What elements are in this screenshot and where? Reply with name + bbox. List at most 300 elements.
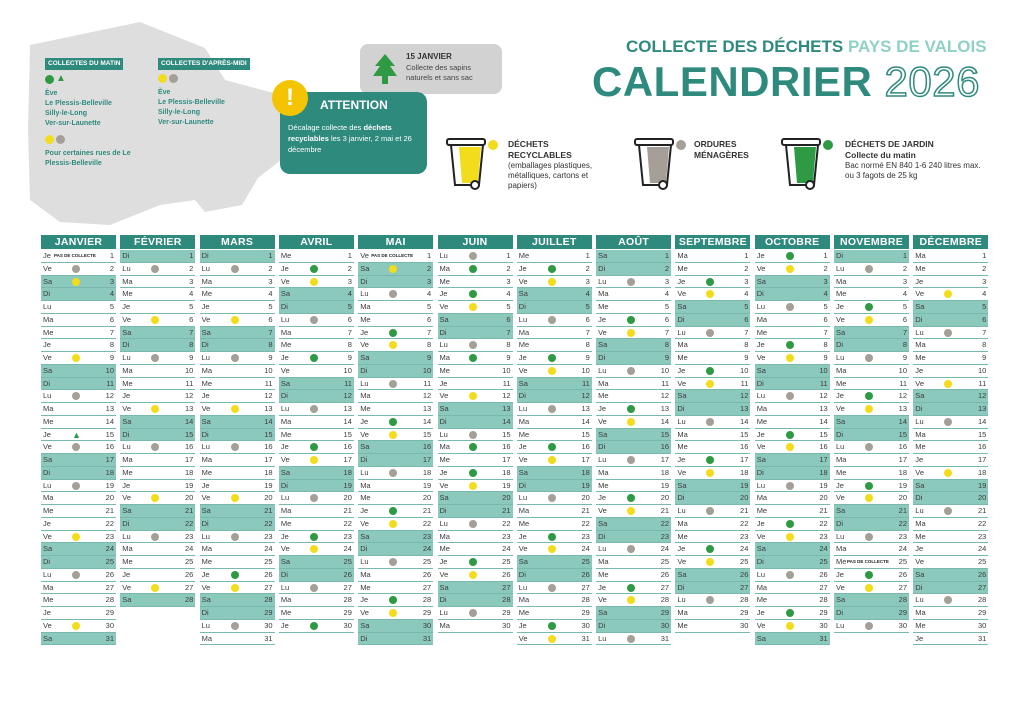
day-cell [358, 492, 433, 505]
day-cell [438, 339, 513, 352]
day-number: 8 [427, 340, 432, 350]
day-cell [438, 301, 513, 314]
day-number: 13 [184, 404, 194, 413]
grey-dot-icon [310, 405, 318, 413]
weekday-label: Lu [360, 557, 369, 566]
day-cell [913, 288, 988, 301]
green-dot-icon [548, 443, 556, 451]
day-number: 22 [819, 518, 828, 528]
day-number: 18 [343, 467, 352, 477]
weekday-label: Ve [360, 608, 369, 617]
town: Ève [158, 89, 171, 97]
weekday-label: Je [439, 467, 448, 477]
grey-dot-icon [548, 316, 556, 324]
day-number: 29 [343, 608, 352, 617]
day-cell [596, 441, 671, 454]
weekday-label: Di [756, 378, 764, 388]
weekday-label: Ve [439, 391, 449, 401]
day-number: 4 [902, 289, 907, 299]
green-dot-icon [310, 443, 318, 451]
weekday-label: Sa [439, 493, 449, 503]
weekday-label: Sa [439, 404, 449, 413]
weekday-label: Lu [915, 506, 924, 515]
attention-text-post: les 3 janvier, 2 mai et 26 décembre [288, 134, 412, 154]
weekday-label: Je [677, 455, 686, 464]
day-number: 29 [502, 608, 511, 617]
yellow-dot-icon [158, 74, 167, 83]
weekday-label: Ma [518, 327, 530, 337]
day-number: 18 [422, 467, 432, 477]
legend-afternoon-label: COLLECTES D'APRÈS-MIDI [158, 58, 250, 70]
day-number: 23 [502, 531, 511, 541]
day-cell [675, 378, 750, 391]
day-number: 7 [347, 327, 352, 337]
grey-dot-icon [865, 354, 873, 362]
day-cell [438, 556, 513, 569]
weekday-label: Sa [201, 327, 211, 337]
town: Silly-le-Long [45, 110, 87, 117]
day-cell [279, 441, 354, 454]
weekday-label: Di [518, 480, 526, 490]
weekday-label: Di [201, 608, 209, 617]
weekday-label: Di [836, 608, 844, 617]
weekday-label: Lu [677, 595, 686, 605]
day-number: 23 [105, 531, 114, 541]
day-number: 9 [189, 353, 194, 362]
day-number: 17 [422, 455, 432, 464]
weekday-label: Di [360, 365, 368, 375]
grey-dot-icon [469, 609, 477, 617]
day-number: 27 [502, 582, 511, 592]
weekday-label: Ve [122, 582, 132, 592]
weekday-label: Ma [915, 608, 926, 617]
day-cell [675, 429, 750, 442]
day-number: 1 [109, 251, 114, 260]
day-number: 5 [347, 302, 352, 311]
day-number: 10 [819, 365, 828, 375]
day-number: 19 [660, 480, 670, 490]
day-cell [120, 263, 195, 276]
bin-recyclables-title: DÉCHETS RECYCLABLES [508, 139, 572, 160]
day-number: 12 [105, 391, 114, 401]
weekday-label: Lu [439, 429, 448, 439]
day-number: 5 [109, 302, 114, 311]
day-cell [834, 505, 909, 518]
month-column [200, 235, 275, 643]
day-cell [279, 607, 354, 620]
weekday-label: Me [836, 467, 847, 477]
weekday-label: Je [201, 302, 210, 311]
grey-dot-icon [169, 74, 178, 83]
day-number: 2 [506, 263, 511, 273]
weekday-label: Di [518, 569, 526, 579]
day-cell [438, 429, 513, 442]
weekday-label: Ma [43, 493, 54, 503]
day-cell [913, 620, 988, 633]
weekday-label: Me [360, 493, 371, 503]
weekday-label: Je [122, 569, 131, 579]
day-cell [834, 607, 909, 620]
weekday-label: Je [360, 595, 369, 605]
weekday-label: Je [43, 429, 51, 439]
day-cell [755, 467, 830, 480]
bin-recyclables-label [508, 139, 598, 191]
green-dot-icon [548, 533, 556, 541]
day-cell [596, 352, 671, 365]
grey-dot-icon [706, 507, 714, 515]
day-cell [438, 378, 513, 391]
bin-jardin-subtitle: Collecte du matin [845, 150, 916, 160]
green-dot-icon [45, 75, 54, 84]
day-cell [913, 378, 988, 391]
bin-jardin-title: DÉCHETS DE JARDIN [845, 139, 934, 149]
weekday-label: Lu [201, 442, 210, 452]
grey-dot-icon [389, 469, 397, 477]
green-dot-icon [786, 431, 794, 439]
weekday-label: Ma [677, 608, 688, 617]
day-number: 16 [819, 442, 828, 452]
weekday-label: Ve [518, 544, 528, 554]
day-number: 13 [264, 404, 273, 413]
month-header: MAI [358, 235, 433, 249]
weekday-label: Sa [915, 569, 925, 579]
weekday-label: Ma [201, 455, 213, 464]
day-number: 28 [977, 595, 987, 605]
day-number: 9 [109, 353, 114, 362]
day-number: 17 [105, 455, 114, 464]
day-cell [120, 492, 195, 505]
weekday-label: Sa [201, 416, 211, 426]
month-header: FÉVRIER [120, 235, 195, 249]
weekday-label: Je [201, 569, 210, 579]
day-number: 10 [581, 365, 590, 375]
weekday-label: Ma [915, 251, 926, 260]
weekday-label: Di [201, 340, 209, 350]
grey-dot-icon [548, 405, 556, 413]
day-cell [200, 556, 275, 569]
day-number: 27 [898, 582, 907, 592]
day-number: 3 [744, 276, 749, 286]
morning-note: Pour certaines rues de Le Plessis-Belleville [45, 150, 131, 168]
day-number: 29 [422, 608, 432, 617]
day-cell [596, 556, 671, 569]
day-number: 28 [502, 595, 511, 605]
day-cell [438, 352, 513, 365]
green-dot-icon [706, 367, 714, 375]
day-cell [279, 314, 354, 327]
day-number: 12 [819, 391, 828, 401]
weekday-label: Me [122, 378, 133, 388]
weekday-label: Sa [360, 620, 370, 630]
grey-dot-icon [706, 596, 714, 604]
day-number: 29 [105, 608, 114, 617]
weekday-label: Me [518, 608, 530, 617]
grey-dot-icon [944, 596, 952, 604]
green-dot-icon [627, 584, 635, 592]
weekday-label: Sa [518, 378, 528, 388]
day-number: 13 [898, 404, 907, 413]
green-dot-icon [469, 265, 477, 273]
green-dot-icon [469, 558, 477, 566]
weekday-label: Lu [518, 404, 528, 413]
day-cell [517, 339, 592, 352]
weekday-label: Me [756, 595, 768, 605]
day-cell [755, 390, 830, 403]
day-number: 1 [347, 251, 352, 260]
day-number: 10 [660, 365, 670, 375]
day-cell [517, 569, 592, 582]
day-cell [596, 594, 671, 607]
weekday-label: Je [43, 340, 51, 350]
day-cell [200, 378, 275, 391]
day-number: 20 [502, 493, 511, 503]
green-dot-icon [389, 329, 397, 337]
green-dot-icon [786, 609, 794, 617]
day-cell [200, 492, 275, 505]
day-cell [913, 594, 988, 607]
day-cell [755, 339, 830, 352]
day-cell [517, 441, 592, 454]
day-number: 19 [422, 480, 432, 490]
day-number: 12 [977, 391, 987, 401]
day-number: 28 [898, 595, 907, 605]
weekday-label: Di [677, 582, 685, 592]
day-number: 21 [819, 506, 828, 515]
day-cell [755, 480, 830, 493]
day-cell [41, 480, 116, 493]
weekday-label: Ma [439, 442, 450, 452]
day-cell [279, 582, 354, 595]
day-number: 25 [343, 557, 352, 566]
day-number: 12 [660, 391, 670, 401]
day-number: 22 [977, 518, 987, 528]
yellow-bin-icon [445, 135, 500, 191]
weekday-label: Je [518, 353, 527, 362]
day-number: 23 [343, 531, 352, 541]
day-number: 20 [660, 493, 670, 503]
day-number: 5 [902, 302, 907, 311]
day-number: 14 [898, 416, 907, 426]
day-cell [834, 301, 909, 314]
weekday-label: Lu [43, 569, 52, 579]
yellow-dot-icon [865, 405, 873, 413]
weekday-label: Ma [122, 365, 133, 375]
day-cell [913, 365, 988, 378]
grey-dot-icon [151, 354, 159, 362]
day-cell [517, 543, 592, 556]
day-number: 21 [105, 506, 114, 515]
weekday-label: Sa [598, 251, 608, 260]
weekday-label: Je [518, 263, 527, 273]
day-cell [120, 543, 195, 556]
day-cell [279, 620, 354, 633]
day-cell [517, 327, 592, 340]
grey-dot-icon [786, 392, 794, 400]
day-number: 5 [982, 302, 987, 311]
weekday-label: Me [201, 557, 213, 566]
day-cell [755, 633, 830, 646]
day-cell [675, 352, 750, 365]
day-cell [438, 327, 513, 340]
day-cell [120, 480, 195, 493]
weekday-label: Ve [201, 582, 211, 592]
green-dot-icon [786, 252, 794, 260]
day-number: 6 [189, 314, 194, 324]
day-cell [200, 339, 275, 352]
title-year: 2026 [884, 58, 980, 105]
day-cell [834, 416, 909, 429]
day-cell [120, 556, 195, 569]
day-number: 31 [264, 633, 273, 643]
weekday-label: Je [280, 442, 289, 452]
weekday-label: Ma [439, 620, 450, 630]
day-cell [913, 276, 988, 289]
day-cell [834, 467, 909, 480]
grey-dot-icon [627, 278, 635, 286]
weekday-label: Ma [439, 353, 450, 362]
day-cell [120, 505, 195, 518]
day-number: 12 [264, 391, 273, 401]
day-number: 30 [819, 620, 828, 630]
day-number: 25 [660, 557, 670, 566]
day-number: 2 [268, 263, 273, 273]
day-number: 23 [581, 531, 590, 541]
month-header: OCTOBRE [755, 235, 830, 249]
day-number: 7 [427, 327, 432, 337]
page-title [592, 58, 980, 106]
weekday-label: Sa [836, 416, 846, 426]
month-header: JUIN [438, 235, 513, 249]
month-column [41, 235, 116, 643]
day-cell [755, 327, 830, 340]
day-number: 3 [823, 276, 828, 286]
weekday-label: Ma [280, 506, 292, 515]
grey-dot-icon [548, 584, 556, 592]
day-number: 11 [661, 378, 670, 388]
yellow-dot-icon [151, 316, 159, 324]
weekday-label: Me [280, 518, 292, 528]
weekday-label: Di [598, 263, 606, 273]
day-cell [358, 276, 433, 289]
day-number: 16 [977, 442, 987, 452]
weekday-label: Lu [280, 404, 290, 413]
weekday-label: Di [201, 251, 209, 260]
town: Silly-le-Long [158, 109, 200, 117]
day-number: 5 [744, 302, 749, 311]
day-number: 30 [898, 620, 907, 630]
day-number: 3 [585, 276, 590, 286]
day-cell [517, 492, 592, 505]
yellow-dot-icon [389, 431, 397, 439]
day-cell [755, 607, 830, 620]
grey-dot-icon [865, 443, 873, 451]
weekday-label: Lu [598, 276, 607, 286]
day-number: 24 [740, 544, 749, 554]
weekday-label: Ma [598, 289, 609, 299]
day-number: 5 [189, 302, 194, 311]
day-number: 19 [502, 480, 511, 490]
weekday-label: Me [915, 620, 926, 630]
yellow-dot-icon [231, 494, 239, 502]
weekday-label: Lu [122, 263, 131, 273]
weekday-label: Lu [439, 251, 448, 260]
day-number: 27 [581, 582, 590, 592]
day-cell [358, 480, 433, 493]
day-number: 31 [660, 633, 670, 643]
day-cell [913, 301, 988, 314]
green-dot-icon [865, 482, 873, 490]
weekday-label: Sa [439, 314, 449, 324]
day-number: 28 [740, 595, 749, 605]
weekday-label: Ma [756, 404, 768, 413]
weekday-label: Je [756, 340, 765, 350]
weekday-label: Sa [360, 442, 370, 452]
day-cell [279, 505, 354, 518]
day-cell [913, 352, 988, 365]
day-number: 9 [347, 353, 352, 362]
weekday-label: Sa [756, 455, 766, 464]
day-cell [834, 390, 909, 403]
weekday-label: Sa [122, 595, 132, 605]
day-number: 8 [189, 340, 194, 350]
day-cell [834, 276, 909, 289]
day-cell [279, 569, 354, 582]
day-number: 28 [264, 595, 273, 605]
yellow-dot-icon [786, 622, 794, 630]
day-cell [596, 288, 671, 301]
weekday-label: Lu [201, 353, 210, 362]
weekday-label: Je [439, 289, 448, 299]
weekday-label: Ve [915, 557, 925, 566]
day-cell [438, 569, 513, 582]
day-cell [913, 390, 988, 403]
green-dot-icon [310, 354, 318, 362]
day-number: 17 [660, 455, 670, 464]
weekday-label: Sa [677, 569, 687, 579]
grey-dot-icon [310, 316, 318, 324]
day-cell [200, 518, 275, 531]
day-number: 17 [819, 455, 828, 464]
weekday-label: Ma [360, 569, 371, 579]
green-dot-icon [627, 405, 635, 413]
day-cell [200, 276, 275, 289]
yellow-dot-icon [944, 380, 952, 388]
day-cell [517, 556, 592, 569]
day-number: 27 [977, 582, 987, 592]
yellow-dot-icon [627, 507, 635, 515]
weekday-label: Ma [677, 429, 688, 439]
weekday-label: Ve [122, 314, 132, 324]
day-cell [438, 505, 513, 518]
weekday-label: Ve [836, 582, 845, 592]
day-number: 9 [982, 353, 987, 362]
town: Ver-sur-Launette [45, 120, 101, 127]
weekday-label: Me [43, 327, 54, 337]
day-number: 11 [582, 378, 590, 388]
day-number: 2 [427, 263, 432, 273]
day-number: 15 [898, 429, 907, 439]
weekday-label: Ma [598, 378, 609, 388]
weekday-label: Ve [201, 493, 211, 503]
day-number: 24 [977, 544, 987, 554]
day-cell [279, 480, 354, 493]
grey-dot-icon [231, 265, 239, 273]
day-number: 11 [423, 378, 432, 388]
day-number: 12 [343, 391, 352, 401]
day-number: 3 [109, 276, 114, 286]
day-number: 22 [105, 518, 114, 528]
day-number: 26 [264, 569, 273, 579]
